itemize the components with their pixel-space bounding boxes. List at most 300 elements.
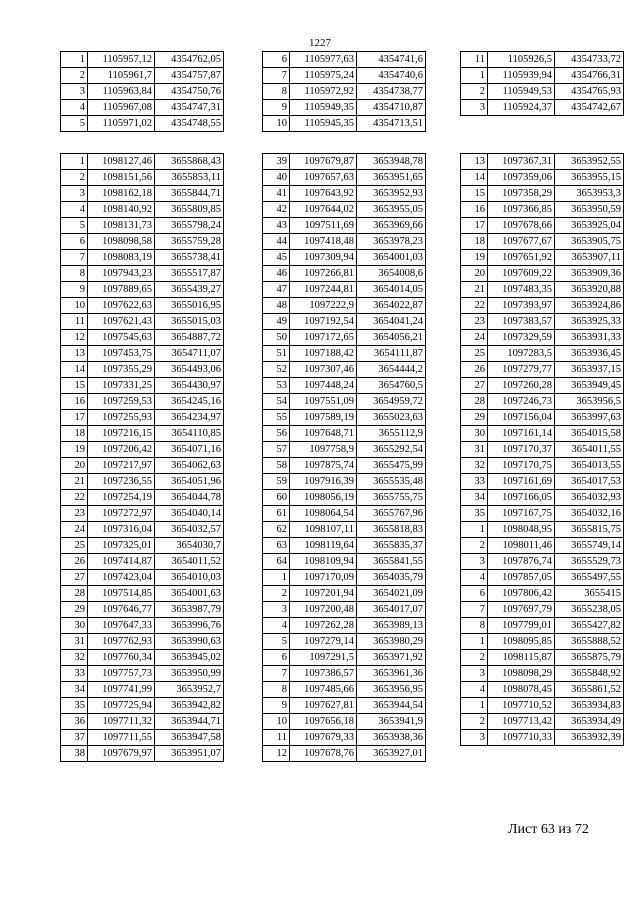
y-coordinate-cell: 3653948,78 [357, 154, 426, 170]
y-coordinate-cell: 3655868,43 [155, 154, 224, 170]
table-row [263, 234, 426, 250]
table-row [461, 426, 624, 442]
y-coordinate-cell: 4354738,77 [357, 84, 426, 100]
y-coordinate-cell: 3655853,11 [155, 170, 224, 186]
table-row [61, 442, 224, 458]
y-coordinate-cell: 3654032,16 [555, 506, 624, 522]
y-coordinate-cell: 3653950,99 [155, 666, 224, 682]
point-number-cell: 20 [461, 266, 488, 282]
point-number-cell: 24 [461, 330, 488, 346]
x-coordinate-cell: 1097725,94 [88, 698, 155, 714]
y-coordinate-cell: 4354713,51 [357, 116, 426, 132]
y-coordinate-cell: 3653952,7 [155, 682, 224, 698]
y-coordinate-cell: 3654040,14 [155, 506, 224, 522]
point-number-cell: 3 [461, 100, 488, 116]
point-number-cell: 15 [461, 186, 488, 202]
x-coordinate-cell: 1097651,92 [488, 250, 555, 266]
table-row [61, 330, 224, 346]
y-coordinate-cell: 3655439,27 [155, 282, 224, 298]
x-coordinate-cell: 1097272,97 [88, 506, 155, 522]
y-coordinate-cell: 3653971,92 [357, 650, 426, 666]
y-coordinate-cell: 3653925,33 [555, 314, 624, 330]
point-number-cell: 13 [61, 346, 88, 362]
point-number-cell: 21 [461, 282, 488, 298]
point-number-cell: 1 [263, 570, 290, 586]
x-coordinate-cell: 1098140,92 [88, 202, 155, 218]
point-number-cell: 60 [263, 490, 290, 506]
point-number-cell: 58 [263, 458, 290, 474]
y-coordinate-cell: 3655023,63 [357, 410, 426, 426]
table-row [461, 378, 624, 394]
table-row [461, 538, 624, 554]
point-number-cell: 16 [61, 394, 88, 410]
table-row [461, 602, 624, 618]
point-number-cell: 2 [461, 714, 488, 730]
point-number-cell: 6 [263, 52, 290, 68]
point-number-cell: 3 [61, 186, 88, 202]
x-coordinate-cell: 1097366,85 [488, 202, 555, 218]
x-coordinate-cell: 1097309,94 [290, 250, 357, 266]
point-number-cell: 8 [263, 84, 290, 100]
x-coordinate-cell: 1097393,97 [488, 298, 555, 314]
table-row [461, 714, 624, 730]
y-coordinate-cell: 3653937,15 [555, 362, 624, 378]
point-number-cell: 47 [263, 282, 290, 298]
x-coordinate-cell: 1097875,74 [290, 458, 357, 474]
x-coordinate-cell: 1097172,65 [290, 330, 357, 346]
point-number-cell: 33 [61, 666, 88, 682]
x-coordinate-cell: 1105949,53 [488, 84, 555, 100]
x-coordinate-cell: 1097622,63 [88, 298, 155, 314]
table-row [263, 84, 426, 100]
coordinates-table [460, 51, 624, 116]
y-coordinate-cell: 3654013,55 [555, 458, 624, 474]
point-number-cell: 49 [263, 314, 290, 330]
table-row [61, 410, 224, 426]
x-coordinate-cell: 1097876,74 [488, 554, 555, 570]
y-coordinate-cell: 3653952,55 [555, 154, 624, 170]
y-coordinate-cell: 3653907,11 [555, 250, 624, 266]
point-number-cell: 1 [461, 698, 488, 714]
point-number-cell: 62 [263, 522, 290, 538]
point-number-cell: 5 [61, 116, 88, 132]
point-number-cell: 22 [461, 298, 488, 314]
point-number-cell: 55 [263, 410, 290, 426]
table-row [263, 346, 426, 362]
table-row [61, 602, 224, 618]
table-row [61, 650, 224, 666]
y-coordinate-cell: 3653997,63 [555, 410, 624, 426]
y-coordinate-cell: 3654062,63 [155, 458, 224, 474]
point-number-cell: 46 [263, 266, 290, 282]
x-coordinate-cell: 1097279,14 [290, 634, 357, 650]
y-coordinate-cell: 3654035,79 [357, 570, 426, 586]
x-coordinate-cell: 1097483,35 [488, 282, 555, 298]
coordinates-table [262, 51, 426, 132]
point-number-cell: 7 [263, 68, 290, 84]
y-coordinate-cell: 3653969,66 [357, 218, 426, 234]
table-row [461, 442, 624, 458]
table-row [461, 394, 624, 410]
table-row [61, 314, 224, 330]
table-row [61, 746, 224, 762]
y-coordinate-cell: 3654011,55 [555, 442, 624, 458]
y-coordinate-cell: 3654001,63 [155, 586, 224, 602]
y-coordinate-cell: 3655738,41 [155, 250, 224, 266]
x-coordinate-cell: 1105924,37 [488, 100, 555, 116]
x-coordinate-cell: 1105972,92 [290, 84, 357, 100]
y-coordinate-cell: 3655475,99 [357, 458, 426, 474]
x-coordinate-cell: 1105945,35 [290, 116, 357, 132]
point-number-cell: 25 [61, 538, 88, 554]
table-row [263, 522, 426, 538]
point-number-cell: 3 [263, 602, 290, 618]
point-number-cell: 41 [263, 186, 290, 202]
x-coordinate-cell: 1105977,63 [290, 52, 357, 68]
point-number-cell: 7 [461, 602, 488, 618]
sheet-footer: Лист 63 из 72 [508, 822, 589, 837]
y-coordinate-cell: 3655755,75 [357, 490, 426, 506]
coordinates-table [262, 153, 426, 762]
y-coordinate-cell: 3654030,7 [155, 538, 224, 554]
y-coordinate-cell: 3654015,58 [555, 426, 624, 442]
point-number-cell: 9 [263, 698, 290, 714]
x-coordinate-cell: 1097943,23 [88, 266, 155, 282]
x-coordinate-cell: 1097200,48 [290, 602, 357, 618]
x-coordinate-cell: 1098095,85 [488, 634, 555, 650]
table-row [61, 522, 224, 538]
x-coordinate-cell: 1097255,93 [88, 410, 155, 426]
x-coordinate-cell: 1097453,75 [88, 346, 155, 362]
y-coordinate-cell: 3654011,52 [155, 554, 224, 570]
table-row [61, 682, 224, 698]
table-row [61, 170, 224, 186]
point-number-cell: 9 [61, 282, 88, 298]
table-row [461, 730, 624, 746]
point-number-cell: 36 [61, 714, 88, 730]
table-row [461, 52, 624, 68]
y-coordinate-cell: 3655749,14 [555, 538, 624, 554]
table-row [461, 218, 624, 234]
point-number-cell: 1 [461, 634, 488, 650]
y-coordinate-cell: 3655016,95 [155, 298, 224, 314]
table-row [61, 634, 224, 650]
y-coordinate-cell: 3655238,05 [555, 602, 624, 618]
x-coordinate-cell: 1097647,33 [88, 618, 155, 634]
point-number-cell: 4 [461, 570, 488, 586]
table-row [61, 100, 224, 116]
table-row [263, 458, 426, 474]
table-row [263, 666, 426, 682]
y-coordinate-cell: 3654001,03 [357, 250, 426, 266]
x-coordinate-cell: 1098011,46 [488, 538, 555, 554]
y-coordinate-cell: 3654430,97 [155, 378, 224, 394]
y-coordinate-cell: 4354762,05 [155, 52, 224, 68]
y-coordinate-cell: 3654010,03 [155, 570, 224, 586]
table-row [461, 618, 624, 634]
x-coordinate-cell: 1097741,99 [88, 682, 155, 698]
table-row [263, 68, 426, 84]
y-coordinate-cell: 3653927,01 [357, 746, 426, 762]
point-number-cell: 2 [461, 84, 488, 100]
x-coordinate-cell: 1097646,77 [88, 602, 155, 618]
y-coordinate-cell: 3653987,79 [155, 602, 224, 618]
y-coordinate-cell: 3654071,16 [155, 442, 224, 458]
x-coordinate-cell: 1097192,54 [290, 314, 357, 330]
x-coordinate-cell: 1097259,53 [88, 394, 155, 410]
point-number-cell: 31 [61, 634, 88, 650]
x-coordinate-cell: 1097511,69 [290, 218, 357, 234]
x-coordinate-cell: 1097648,71 [290, 426, 357, 442]
y-coordinate-cell: 3653961,36 [357, 666, 426, 682]
table-row [263, 170, 426, 186]
x-coordinate-cell: 1098109,94 [290, 554, 357, 570]
table-row [461, 666, 624, 682]
point-number-cell: 3 [461, 666, 488, 682]
point-number-cell: 38 [61, 746, 88, 762]
x-coordinate-cell: 1097355,29 [88, 362, 155, 378]
y-coordinate-cell: 3654014,05 [357, 282, 426, 298]
table-row [61, 250, 224, 266]
y-coordinate-cell: 3653942,82 [155, 698, 224, 714]
point-number-cell: 20 [61, 458, 88, 474]
table-row [61, 346, 224, 362]
y-coordinate-cell: 4354742,67 [555, 100, 624, 116]
point-number-cell: 34 [461, 490, 488, 506]
y-coordinate-cell: 3654032,93 [555, 490, 624, 506]
x-coordinate-cell: 1098162,18 [88, 186, 155, 202]
table-row [61, 490, 224, 506]
x-coordinate-cell: 1097246,73 [488, 394, 555, 410]
table-row [263, 746, 426, 762]
table-row [461, 522, 624, 538]
y-coordinate-cell: 3653980,29 [357, 634, 426, 650]
x-coordinate-cell: 1097609,22 [488, 266, 555, 282]
x-coordinate-cell: 1097166,05 [488, 490, 555, 506]
point-number-cell: 44 [263, 234, 290, 250]
point-number-cell: 42 [263, 202, 290, 218]
x-coordinate-cell: 1097711,32 [88, 714, 155, 730]
y-coordinate-cell: 3653953,3 [555, 186, 624, 202]
y-coordinate-cell: 3654017,53 [555, 474, 624, 490]
table-row [61, 378, 224, 394]
table-row [263, 650, 426, 666]
point-number-cell: 24 [61, 522, 88, 538]
x-coordinate-cell: 1097254,19 [88, 490, 155, 506]
x-coordinate-cell: 1098131,73 [88, 218, 155, 234]
y-coordinate-cell: 3654044,78 [155, 490, 224, 506]
x-coordinate-cell: 1097656,18 [290, 714, 357, 730]
point-number-cell: 3 [461, 554, 488, 570]
x-coordinate-cell: 1098115,87 [488, 650, 555, 666]
point-number-cell: 11 [61, 314, 88, 330]
x-coordinate-cell: 1097857,05 [488, 570, 555, 586]
x-coordinate-cell: 1097386,57 [290, 666, 357, 682]
y-coordinate-cell: 3654041,24 [357, 314, 426, 330]
coordinates-table [460, 153, 624, 746]
table-row [61, 474, 224, 490]
table-row [461, 84, 624, 100]
x-coordinate-cell: 1097262,28 [290, 618, 357, 634]
x-coordinate-cell: 1105975,24 [290, 68, 357, 84]
table-row [263, 298, 426, 314]
point-number-cell: 50 [263, 330, 290, 346]
x-coordinate-cell: 1097201,94 [290, 586, 357, 602]
x-coordinate-cell: 1097679,97 [88, 746, 155, 762]
point-number-cell: 31 [461, 442, 488, 458]
point-number-cell: 7 [61, 250, 88, 266]
point-number-cell: 33 [461, 474, 488, 490]
x-coordinate-cell: 1097758,9 [290, 442, 357, 458]
point-number-cell: 43 [263, 218, 290, 234]
x-coordinate-cell: 1097514,85 [88, 586, 155, 602]
x-coordinate-cell: 1105967,08 [88, 100, 155, 116]
table-row [461, 314, 624, 330]
x-coordinate-cell: 1097423,04 [88, 570, 155, 586]
y-coordinate-cell: 3655798,24 [155, 218, 224, 234]
x-coordinate-cell: 1097643,92 [290, 186, 357, 202]
x-coordinate-cell: 1097161,69 [488, 474, 555, 490]
table-row [263, 490, 426, 506]
y-coordinate-cell: 3655415 [555, 586, 624, 602]
point-number-cell: 4 [61, 202, 88, 218]
x-coordinate-cell: 1097677,67 [488, 234, 555, 250]
point-number-cell: 59 [263, 474, 290, 490]
table-row [461, 346, 624, 362]
coordinates-table [60, 153, 224, 762]
table-row [461, 554, 624, 570]
y-coordinate-cell: 3653996,76 [155, 618, 224, 634]
table-row [461, 570, 624, 586]
x-coordinate-cell: 1097316,04 [88, 522, 155, 538]
y-coordinate-cell: 3653951,65 [357, 170, 426, 186]
table-row [61, 282, 224, 298]
point-number-cell: 54 [263, 394, 290, 410]
table-row [263, 52, 426, 68]
x-coordinate-cell: 1097283,5 [488, 346, 555, 362]
table-row [263, 378, 426, 394]
point-number-cell: 17 [461, 218, 488, 234]
y-coordinate-cell: 3655844,71 [155, 186, 224, 202]
table-row [461, 458, 624, 474]
y-coordinate-cell: 4354710,87 [357, 100, 426, 116]
table-row [61, 362, 224, 378]
point-number-cell: 1 [61, 52, 88, 68]
y-coordinate-cell: 3653932,39 [555, 730, 624, 746]
point-number-cell: 17 [61, 410, 88, 426]
y-coordinate-cell: 3655517,87 [155, 266, 224, 282]
x-coordinate-cell: 1097206,42 [88, 442, 155, 458]
y-coordinate-cell: 3655529,73 [555, 554, 624, 570]
y-coordinate-cell: 3654008,6 [357, 266, 426, 282]
y-coordinate-cell: 3653947,58 [155, 730, 224, 746]
point-number-cell: 1 [461, 522, 488, 538]
y-coordinate-cell: 3655535,48 [357, 474, 426, 490]
table-row [263, 586, 426, 602]
y-coordinate-cell: 4354766,31 [555, 68, 624, 84]
point-number-cell: 1 [461, 68, 488, 84]
point-number-cell: 6 [61, 234, 88, 250]
table-row [61, 714, 224, 730]
table-row [61, 538, 224, 554]
point-number-cell: 18 [61, 426, 88, 442]
coordinates-table [60, 51, 224, 132]
point-number-cell: 1 [61, 154, 88, 170]
table-row [61, 730, 224, 746]
table-row [461, 362, 624, 378]
x-coordinate-cell: 1098064,54 [290, 506, 357, 522]
table-row [461, 100, 624, 116]
point-number-cell: 35 [461, 506, 488, 522]
point-number-cell: 15 [61, 378, 88, 394]
x-coordinate-cell: 1097329,59 [488, 330, 555, 346]
table-row [61, 426, 224, 442]
x-coordinate-cell: 1097799,01 [488, 618, 555, 634]
table-row [263, 218, 426, 234]
table-row [263, 410, 426, 426]
table-row [263, 266, 426, 282]
x-coordinate-cell: 1097260,28 [488, 378, 555, 394]
table-row [61, 586, 224, 602]
point-number-cell: 26 [61, 554, 88, 570]
table-row [61, 554, 224, 570]
table-row [263, 618, 426, 634]
y-coordinate-cell: 3654056,21 [357, 330, 426, 346]
table-row [61, 570, 224, 586]
y-coordinate-cell: 3653909,36 [555, 266, 624, 282]
x-coordinate-cell: 1098127,46 [88, 154, 155, 170]
x-coordinate-cell: 1097244,81 [290, 282, 357, 298]
x-coordinate-cell: 1105963,84 [88, 84, 155, 100]
table-row [461, 170, 624, 186]
table-row [61, 666, 224, 682]
x-coordinate-cell: 1097161,14 [488, 426, 555, 442]
table-row [461, 202, 624, 218]
point-number-cell: 4 [61, 100, 88, 116]
x-coordinate-cell: 1097485,66 [290, 682, 357, 698]
x-coordinate-cell: 1097325,01 [88, 538, 155, 554]
point-number-cell: 63 [263, 538, 290, 554]
x-coordinate-cell: 1097291,5 [290, 650, 357, 666]
point-number-cell: 4 [263, 618, 290, 634]
point-number-cell: 25 [461, 346, 488, 362]
y-coordinate-cell: 3655818,83 [357, 522, 426, 538]
table-row [461, 186, 624, 202]
table-row [61, 458, 224, 474]
point-number-cell: 23 [461, 314, 488, 330]
point-number-cell: 10 [263, 714, 290, 730]
y-coordinate-cell: 3655497,55 [555, 570, 624, 586]
point-number-cell: 14 [61, 362, 88, 378]
table-row [61, 266, 224, 282]
y-coordinate-cell: 3655815,75 [555, 522, 624, 538]
y-coordinate-cell: 3653955,05 [357, 202, 426, 218]
table-row [263, 714, 426, 730]
table-row [263, 250, 426, 266]
y-coordinate-cell: 3653934,83 [555, 698, 624, 714]
point-number-cell: 8 [61, 266, 88, 282]
x-coordinate-cell: 1098107,11 [290, 522, 357, 538]
point-number-cell: 2 [263, 586, 290, 602]
point-number-cell: 19 [61, 442, 88, 458]
point-number-cell: 28 [461, 394, 488, 410]
table-row [461, 298, 624, 314]
table-row [61, 218, 224, 234]
table-row [263, 682, 426, 698]
y-coordinate-cell: 3653938,36 [357, 730, 426, 746]
y-coordinate-cell: 3653944,71 [155, 714, 224, 730]
table-row [61, 698, 224, 714]
